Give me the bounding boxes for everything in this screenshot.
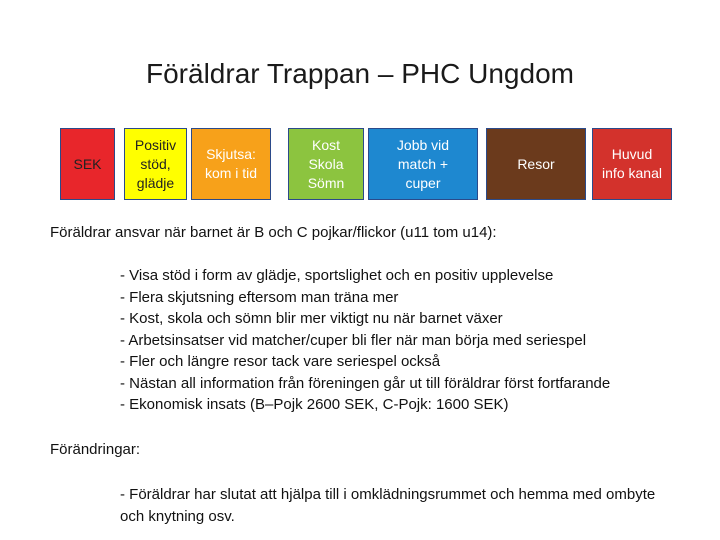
- staircase-steps: [60, 128, 672, 200]
- list-item: - Visa stöd i form av glädje, sportslighet och en positiv upplevelse: [120, 267, 554, 284]
- step-positiv-stod: Positiv stöd, glädje: [124, 128, 187, 200]
- step-sek: SEK: [60, 128, 115, 200]
- list-item: - Arbetsinsatser vid matcher/cuper bli fler när man börja med seriespel: [120, 331, 587, 349]
- step-huvud-info-kanal: Huvud info kanal: [592, 128, 672, 200]
- list-item: - Nästan all information från föreningen går ut till föräldrar först fortfarande: [120, 374, 611, 392]
- list-item: - Föräldrar har slutat att hjälpa till i omklädningsrummet och hemma med ombyte och knytning osv.: [120, 486, 656, 525]
- list-item: - Flera skjutsning eftersom man träna mer: [120, 288, 399, 306]
- step-skjutsa: Skjutsa: kom i tid: [191, 128, 271, 200]
- list-item: - Ekonomisk insats (B–Pojk 2600 SEK, C-Pojk: 1600 SEK): [120, 396, 509, 413]
- step-jobb-vid-match: Jobb vid match + cuper: [368, 128, 478, 200]
- list-item: - Kost, skola och sömn blir mer viktigt nu när barnet växer: [120, 310, 503, 327]
- list-item: - Fler och längre resor tack vare seriespel också: [120, 353, 441, 370]
- step-resor: Resor: [486, 128, 586, 200]
- section1-heading: Föräldrar ansvar när barnet är B och C pojkar/flickor (u11 tom u14):: [50, 224, 497, 241]
- section1-list: [120, 265, 610, 416]
- section2-heading: Förändringar:: [50, 441, 141, 458]
- step-kost-skola-somn: Kost Skola Sömn: [288, 128, 364, 200]
- page-title: Föräldrar Trappan – PHC Ungdom: [146, 58, 574, 89]
- section2-list: [120, 484, 680, 527]
